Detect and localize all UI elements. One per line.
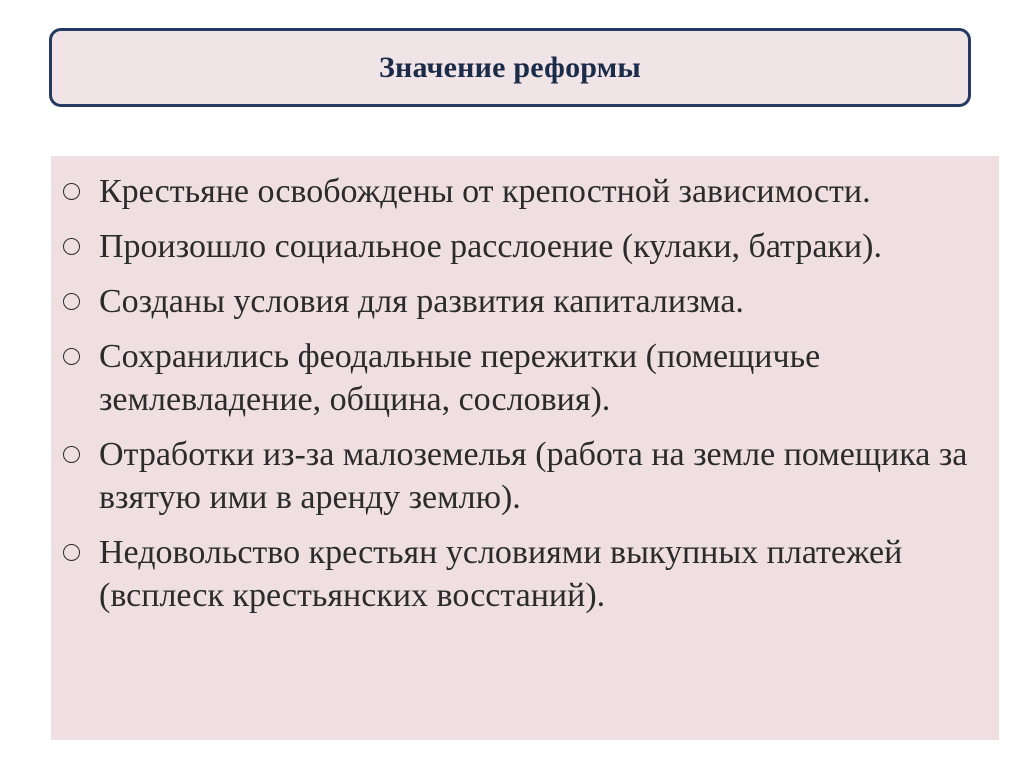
circle-bullet-icon xyxy=(63,238,80,255)
circle-bullet-icon xyxy=(63,183,80,200)
circle-bullet-icon xyxy=(63,446,80,463)
circle-bullet-icon xyxy=(63,544,80,561)
circle-bullet-icon xyxy=(63,293,80,310)
list-item-text: Произошло социальное расслоение (кулаки, батраки). xyxy=(99,228,882,265)
list-item-text: Сохранились феодальные пережитки (помещичье землевладение, община, сословия). xyxy=(99,338,821,418)
list-item xyxy=(63,433,979,519)
circle-bullet-icon xyxy=(63,348,80,365)
list-item xyxy=(63,225,979,268)
list-item xyxy=(63,531,979,617)
list-item xyxy=(63,280,979,323)
bullet-list xyxy=(63,170,979,617)
slide-title: Значение реформы xyxy=(379,50,641,84)
title-box xyxy=(49,28,971,107)
list-item-text: Созданы условия для развития капитализма. xyxy=(99,283,744,320)
list-item-text: Крестьяне освобождены от крепостной зависимости. xyxy=(99,173,871,210)
list-item-text: Отработки из-за малоземелья (работа на земле помещика за взятую ими в аренду землю). xyxy=(99,436,968,516)
list-item xyxy=(63,335,979,421)
list-item-text: Недовольство крестьян условиями выкупных платежей (всплеск крестьянских восстаний). xyxy=(99,534,903,614)
content-box xyxy=(51,156,999,740)
list-item xyxy=(63,170,979,213)
